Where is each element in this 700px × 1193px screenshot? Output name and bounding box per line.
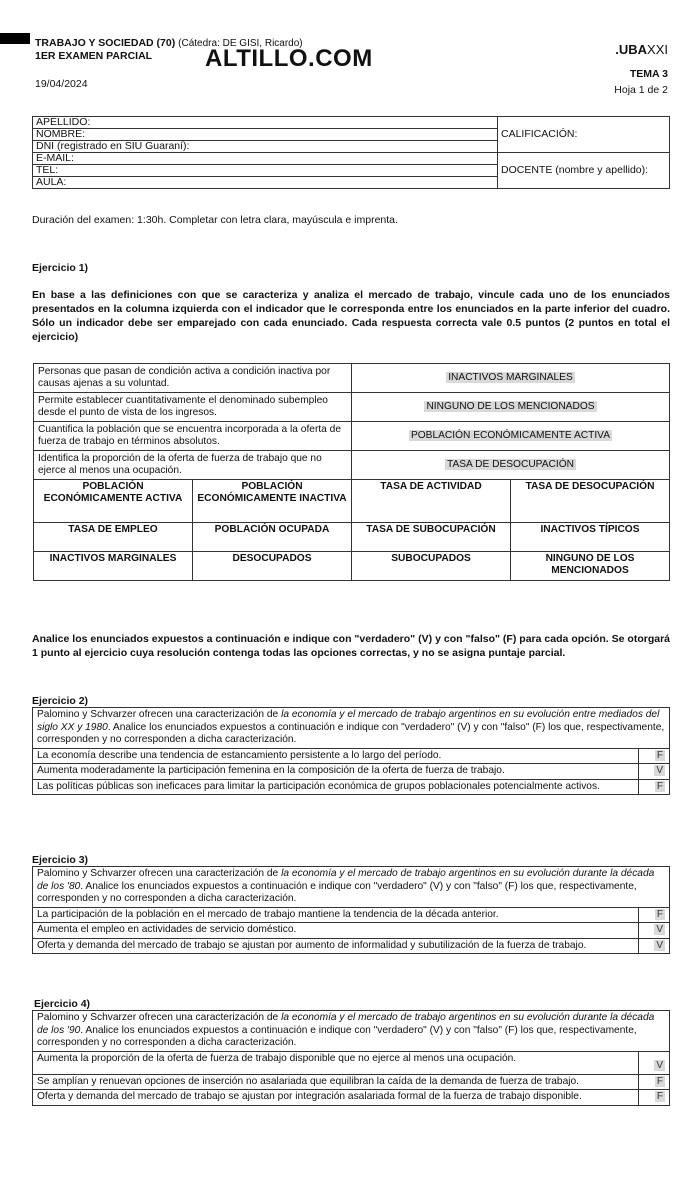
ej4-title: Ejercicio 4) [34,998,91,1010]
ej3-statement: Aumenta el empleo en actividades de servicio doméstico. [33,923,639,939]
ej4-intro-b: . Analice los enunciados expuestos a continuación e indique con "verdadero" (V) y con "falso" (F) los que, respectivamente, corresponden y no corresponden a dicha caracterización. [37,1024,637,1048]
ej2-statement: La economía describe una tendencia de estancamiento persistente a lo largo del período. [33,748,639,764]
ej1-option: DESOCUPADOS [193,552,352,581]
ej1-option: TASA DE ACTIVIDAD [352,480,511,523]
ej4-item [33,1051,670,1074]
ej1-option: TASA DE SUBOCUPACIÓN [352,523,511,552]
ej4-answer-cell[interactable] [639,1051,670,1074]
ej4-intro [33,1011,670,1052]
ej2-intro-italic: la economía y el mercado de trabajo argentinos en su evolución entre mediados del siglo XX y 1980 [37,709,660,733]
ej2-item [33,779,670,795]
black-bar [0,33,30,44]
ej1-row [34,364,670,393]
ej1-option: INACTIVOS TÍPICOS [511,523,670,552]
field-apellido[interactable]: APELLIDO: [33,117,498,129]
ej3-answer-cell[interactable] [639,907,670,923]
ej4-table [32,1010,670,1106]
ej1-option: POBLACIÓN OCUPADA [193,523,352,552]
ej1-answer[interactable] [352,451,670,480]
student-info-table [32,116,670,189]
field-calificacion[interactable]: CALIFICACIÓN: [498,117,670,153]
ej1-option: TASA DE DESOCUPACIÓN [511,480,670,523]
vf-instructions: Analice los enunciados expuestos a continuación e indique con "verdadero" (V) y con "falso" (F) para cada opción. Se otorgará 1 punto al ejercicio cuya resolución contenga todas las opciones correctas, y no se asigna puntaje parcial. [32,633,670,659]
ej1-option: SUBOCUPADOS [352,552,511,581]
ej2-answer-cell[interactable] [639,779,670,795]
exam-name: 1ER EXAMEN PARCIAL [35,50,153,62]
field-dni[interactable]: DNI (registrado en SIU Guaraní): [33,141,498,153]
ej1-answer[interactable] [352,393,670,422]
ej1-answer-text: INACTIVOS MARGINALES [448,372,573,383]
ej4-statement: Aumenta la proporción de la oferta de fuerza de trabajo disponible que no ejerce al menos una ocupación. [33,1051,639,1074]
field-tel[interactable]: TEL: [33,165,498,177]
uba-logo-light: XXI [647,42,668,57]
ej2-answer-cell[interactable] [639,748,670,764]
ej1-answer-text: TASA DE DESOCUPACIÓN [447,459,574,470]
course-chair: (Cátedra: DE GISI, Ricardo) [178,38,303,49]
ej4-answer: F [656,1075,663,1087]
ej3-answer-cell[interactable] [639,923,670,939]
duration-note: Duración del examen: 1:30h. Completar con letra clara, mayúscula e imprenta. [32,214,398,226]
ej3-intro-b: . Analice los enunciados expuestos a continuación e indique con "verdadero" (V) y con "falso" (F) los que, respectivamente, corresponden y no corresponden a dicha caracterización. [37,880,637,904]
ej4-statement: Se amplían y renuevan opciones de inserción no asalariada que equilibran la caída de la demanda de fuerza de trabajo. [33,1074,639,1090]
ej2-title: Ejercicio 2) [32,695,89,707]
ej1-row [34,451,670,480]
ej4-answer-cell[interactable] [639,1090,670,1106]
ej1-title: Ejercicio 1) [32,262,89,274]
ej2-answer: V [656,765,663,776]
ej4-intro-a: Palomino y Schvarzer ofrecen una caracterización de [37,1012,282,1023]
ej1-answer[interactable] [352,364,670,393]
ej3-intro [33,867,670,908]
ej1-table [33,363,670,581]
field-nombre[interactable]: NOMBRE: [33,129,498,141]
ej4-answer: F [656,1091,663,1102]
ej4-intro-italic: la economía y el mercado de trabajo argentinos en su evolución durante la década de los '90 [37,1012,655,1036]
ej3-statement: Oferta y demanda del mercado de trabajo se ajustan por aumento de informalidad y subutilización de la fuerza de trabajo. [33,938,639,954]
ej2-statement: Las políticas públicas son ineficaces para limitar la participación económica de grupos poblacionales potencialmente activos. [33,779,639,795]
ej2-item [33,748,670,764]
ej2-answer-cell[interactable] [639,764,670,780]
ej1-row [34,393,670,422]
watermark: ALTILLO.COM [205,45,373,72]
ej2-intro [33,708,670,749]
ej2-item [33,764,670,780]
field-aula[interactable]: AULA: [33,177,498,189]
ej3-table [32,866,670,954]
ej1-statement: Personas que pasan de condición activa a condición inactiva por causas ajenas a su voluntad. [34,364,352,393]
ej3-item [33,938,670,954]
ej2-statement: Aumenta moderadamente la participación femenina en la composición de la oferta de fuerza de trabajo. [33,764,639,780]
ej4-answer-cell[interactable] [639,1074,670,1090]
ej1-answer[interactable] [352,422,670,451]
ej1-row [34,422,670,451]
ej3-item [33,923,670,939]
ej4-answer: V [656,1060,663,1071]
ej3-title: Ejercicio 3) [32,854,89,866]
ej1-options-row [34,480,670,523]
ej3-item [33,907,670,923]
ej3-answer: V [656,939,663,951]
ej1-statement: Permite establecer cuantitativamente el denominado subempleo desde el punto de vista de los ingresos. [34,393,352,422]
ej2-table [32,707,670,795]
ej3-answer-cell[interactable] [639,938,670,954]
ej1-option: INACTIVOS MARGINALES [34,552,193,581]
course-name: TRABAJO Y SOCIEDAD (70) [35,37,176,49]
ej3-intro-a: Palomino y Schvarzer ofrecen una caracterización de [37,868,282,879]
ej1-answer-text: NINGUNO DE LOS MENCIONADOS [426,401,595,412]
ej2-intro-a: Palomino y Schvarzer ofrecen una caracterización de [37,709,282,720]
field-docente[interactable]: DOCENTE (nombre y apellido): [498,153,670,189]
ej3-intro-italic: la economía y el mercado de trabajo argentinos en su evolución durante la década de los '80 [37,868,655,892]
exam-date: 19/04/2024 [35,78,88,90]
ej3-answer: F [656,908,663,920]
ej1-answer-text: POBLACIÓN ECONÓMICAMENTE ACTIVA [410,430,611,441]
ej1-option: POBLACIÓN ECONÓMICAMENTE INACTIVA [193,480,352,523]
ej1-options-row [34,523,670,552]
field-email[interactable]: E-MAIL: [33,153,498,165]
uba-logo-bold: .UBA [615,42,648,57]
ej1-statement: Identifica la proporción de la oferta de fuerza de trabajo que no ejerce al menos una ocupación. [34,451,352,480]
ej4-item [33,1090,670,1106]
ej4-item [33,1074,670,1090]
ej2-answer: F [656,749,663,761]
ej1-option: NINGUNO DE LOS MENCIONADOS [511,552,670,581]
ej3-statement: La participación de la población en el mercado de trabajo mantiene la tendencia de la década anterior. [33,907,639,923]
ej3-answer: V [656,924,663,935]
ej2-answer: F [656,780,663,792]
ej1-statement: Cuantifica la población que se encuentra incorporada a la oferta de fuerza de trabajo en términos absolutos. [34,422,352,451]
tema-label: TEMA 3 [629,68,668,80]
ej1-options-row [34,552,670,581]
page-indicator: Hoja 1 de 2 [614,84,668,96]
ej2-intro-b: . Analice los enunciados expuestos a continuación e indique con "verdadero" (V) y con "falso" (F) los que, respectivamente, corresponden y no corresponden a dicha caracterización. [37,721,665,745]
ej1-instructions: En base a las definiciones con que se caracteriza y analiza el mercado de trabajo, vincule cada uno de los enunciados presentados en la columna izquierda con el indicador que le corresponda entre los enunciados en la parte inferior del cuadro. Sólo un indicador debe ser emparejado con cada enunciado. Cada respuesta correcta vale 0.5 puntos (2 puntos en total el ejercicio) [32,289,670,343]
ej1-option: POBLACIÓN ECONÓMICAMENTE ACTIVA [34,480,193,523]
ej4-statement: Oferta y demanda del mercado de trabajo se ajustan por integración asalariada formal de la fuerza de trabajo disponible. [33,1090,639,1106]
ej1-option: TASA DE EMPLEO [34,523,193,552]
uba-logo [615,42,668,57]
